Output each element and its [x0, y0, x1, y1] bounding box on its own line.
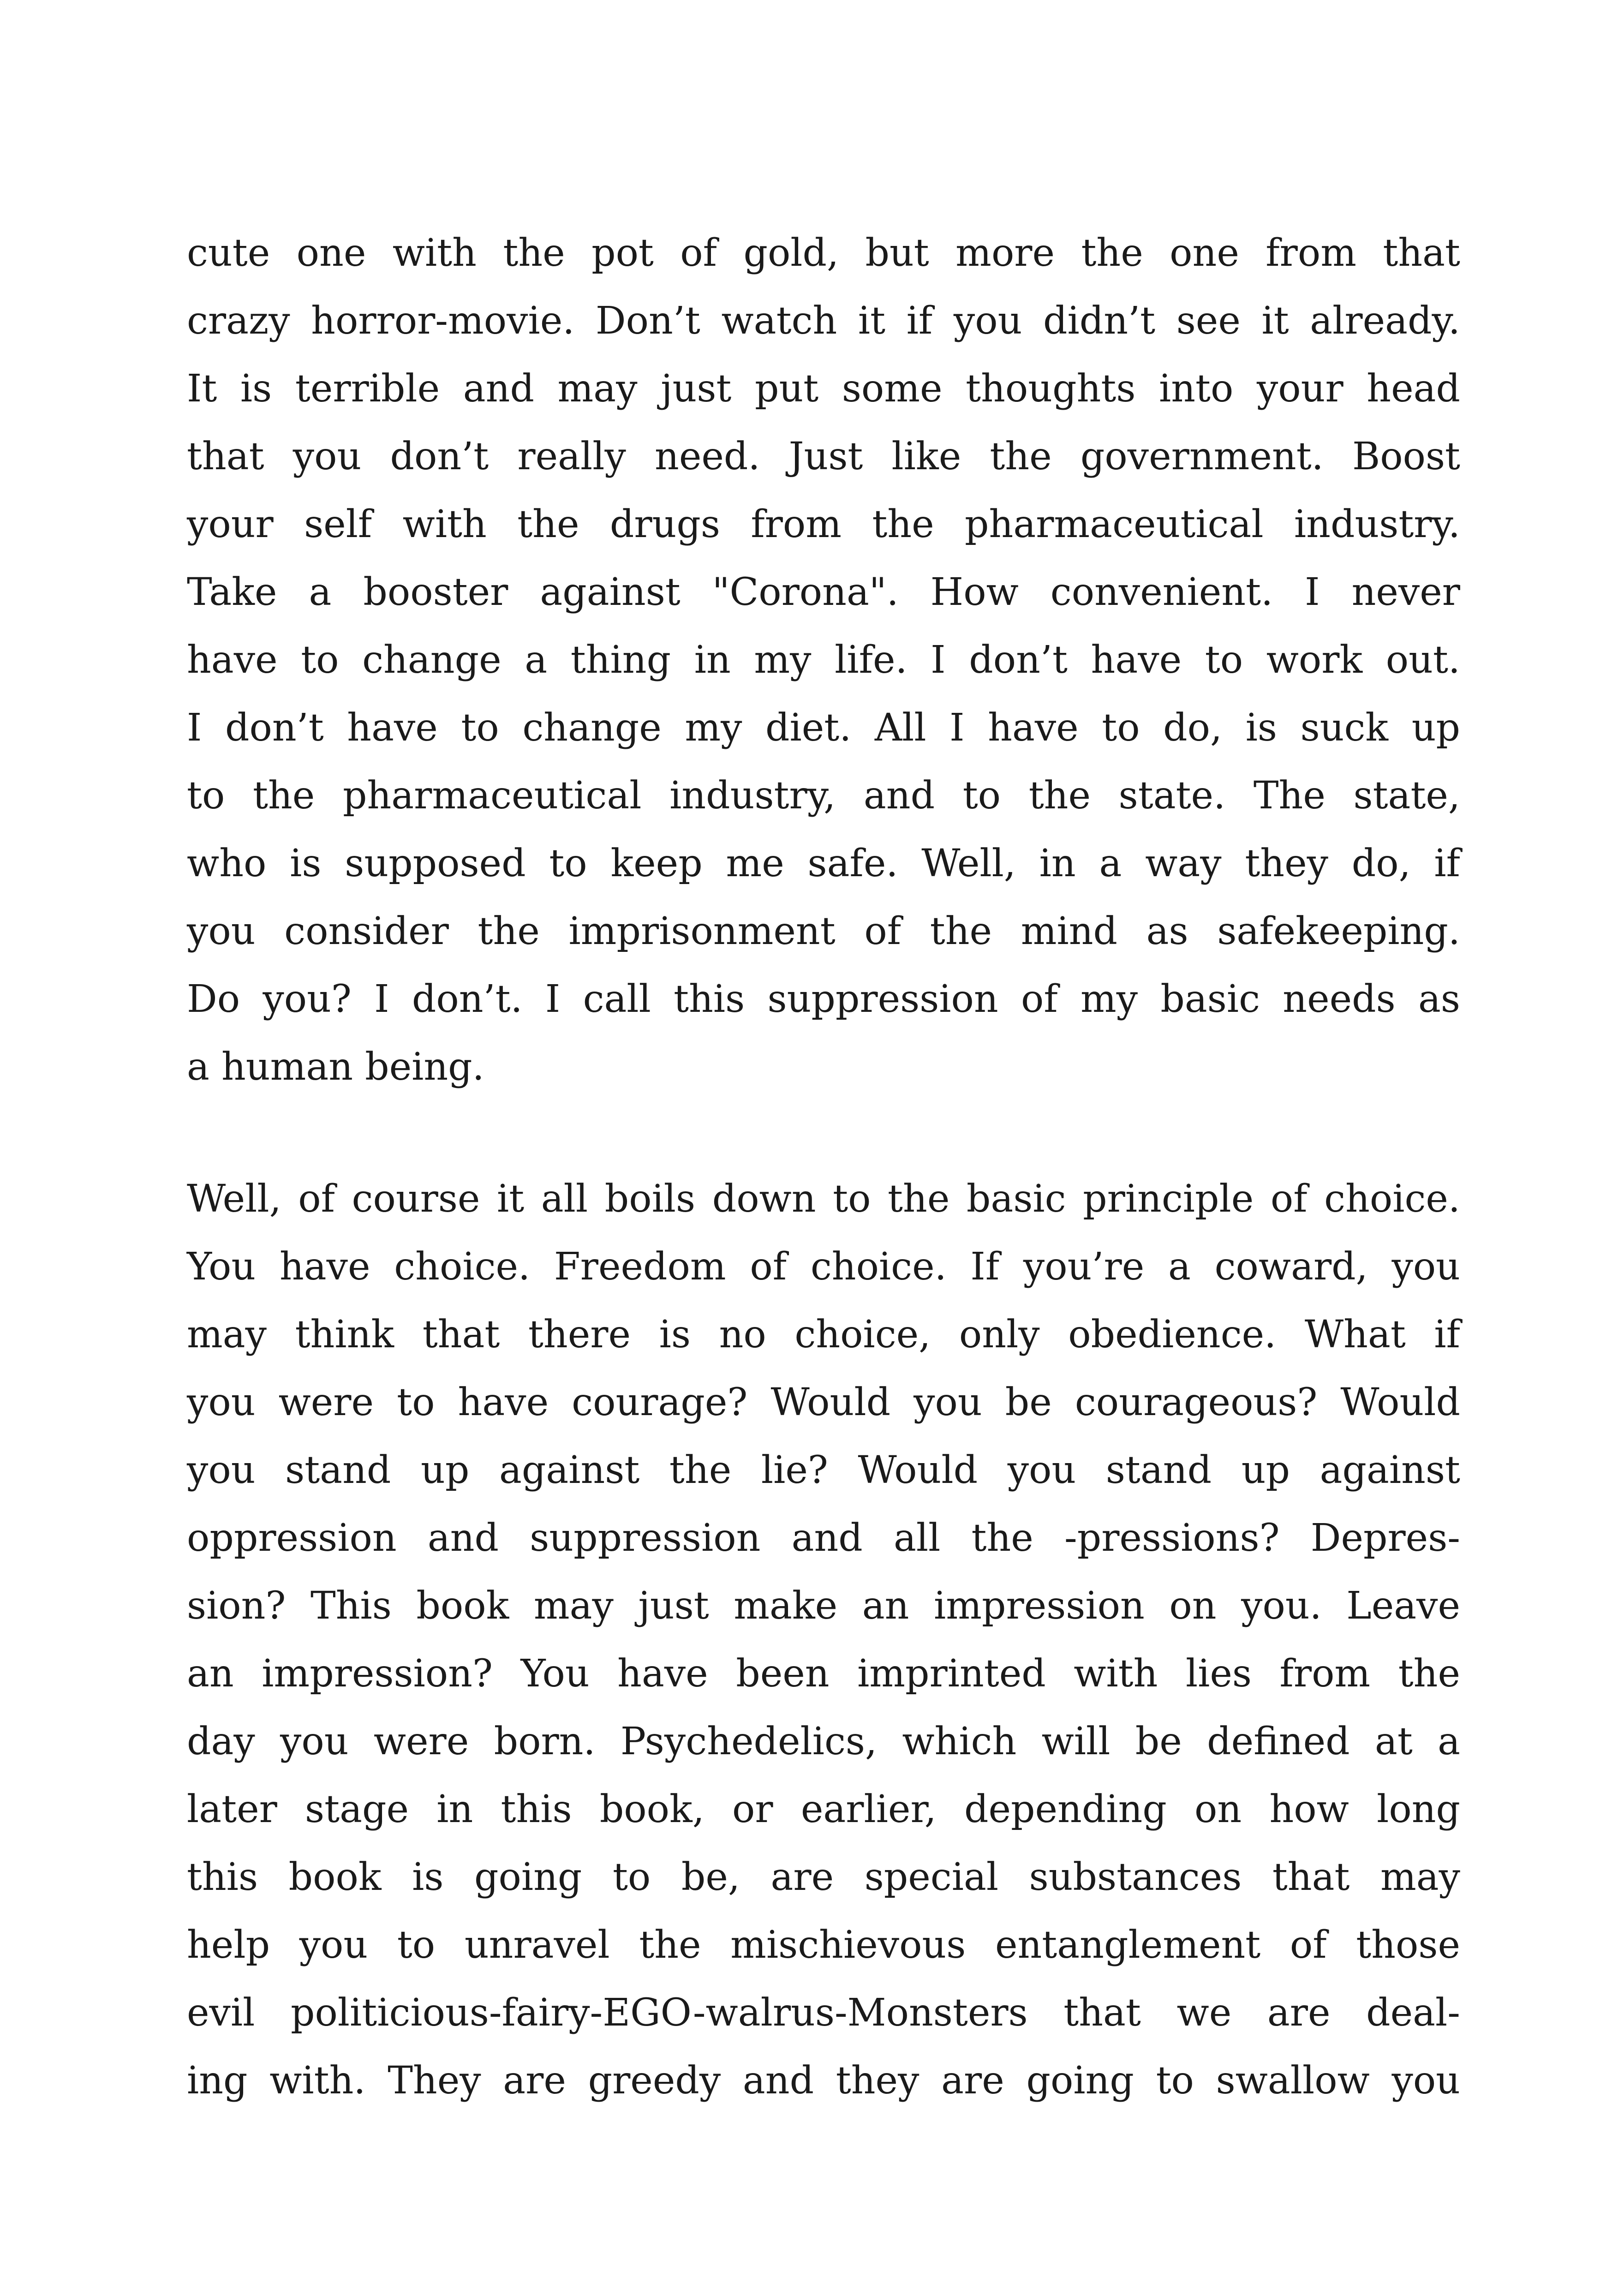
text-line: I don’t have to change my diet. All I have to do, is suck up	[187, 706, 1460, 750]
text-line: evil politicious-fairy-EGO-walrus-Monsters that we are deal-	[187, 1991, 1460, 2035]
text-line: You have choice. Freedom of choice. If you’re a coward, you	[187, 1245, 1460, 1289]
text-line: to the pharmaceutical industry, and to the state. The state,	[187, 774, 1460, 818]
text-line: Well, of course it all boils down to the basic principle of choice.	[187, 1177, 1460, 1221]
text-line: who is supposed to keep me safe. Well, in a way they do, if	[187, 842, 1460, 885]
text-line: that you don’t really need. Just like the government. Boost	[187, 435, 1460, 478]
paragraph-1	[187, 219, 1460, 1101]
text-line: oppression and suppression and all the -pressions? Depres-	[187, 1516, 1460, 1560]
text-line: It is terrible and may just put some thoughts into your head	[187, 367, 1460, 411]
text-line: Take a booster against "Corona". How convenient. I never	[187, 570, 1460, 614]
text-line: you consider the imprisonment of the mind as safekeeping.	[187, 909, 1460, 953]
text-line: crazy horror-movie. Don’t watch it if you didn’t see it already.	[187, 299, 1460, 343]
text-line: later stage in this book, or earlier, depending on how long	[187, 1787, 1460, 1831]
text-line: you stand up against the lie? Would you stand up against	[187, 1448, 1460, 1492]
text-line: day you were born. Psychedelics, which will be defined at a	[187, 1720, 1460, 1763]
text-line: may think that there is no choice, only obedience. What if	[187, 1313, 1460, 1357]
text-line: Do you? I don’t. I call this suppression of my basic needs as	[187, 977, 1460, 1021]
text-line: sion? This book may just make an impression on you. Leave	[187, 1584, 1460, 1628]
text-line: help you to unravel the mischievous entanglement of those	[187, 1923, 1460, 1967]
text-line: this book is going to be, are special substances that may	[187, 1855, 1460, 1899]
text-line: cute one with the pot of gold, but more the one from that	[187, 231, 1460, 275]
text-line: ing with. They are greedy and they are going to swallow you	[187, 2059, 1460, 2103]
text-line: your self with the drugs from the pharmaceutical industry.	[187, 502, 1460, 546]
text-line: a human being.	[187, 1045, 484, 1089]
text-line: you were to have courage? Would you be courageous? Would	[187, 1381, 1460, 1424]
text-line: an impression? You have been imprinted with lies from the	[187, 1652, 1460, 1696]
text-line: have to change a thing in my life. I don’t have to work out.	[187, 638, 1460, 682]
paragraph-2	[187, 1165, 1460, 2115]
